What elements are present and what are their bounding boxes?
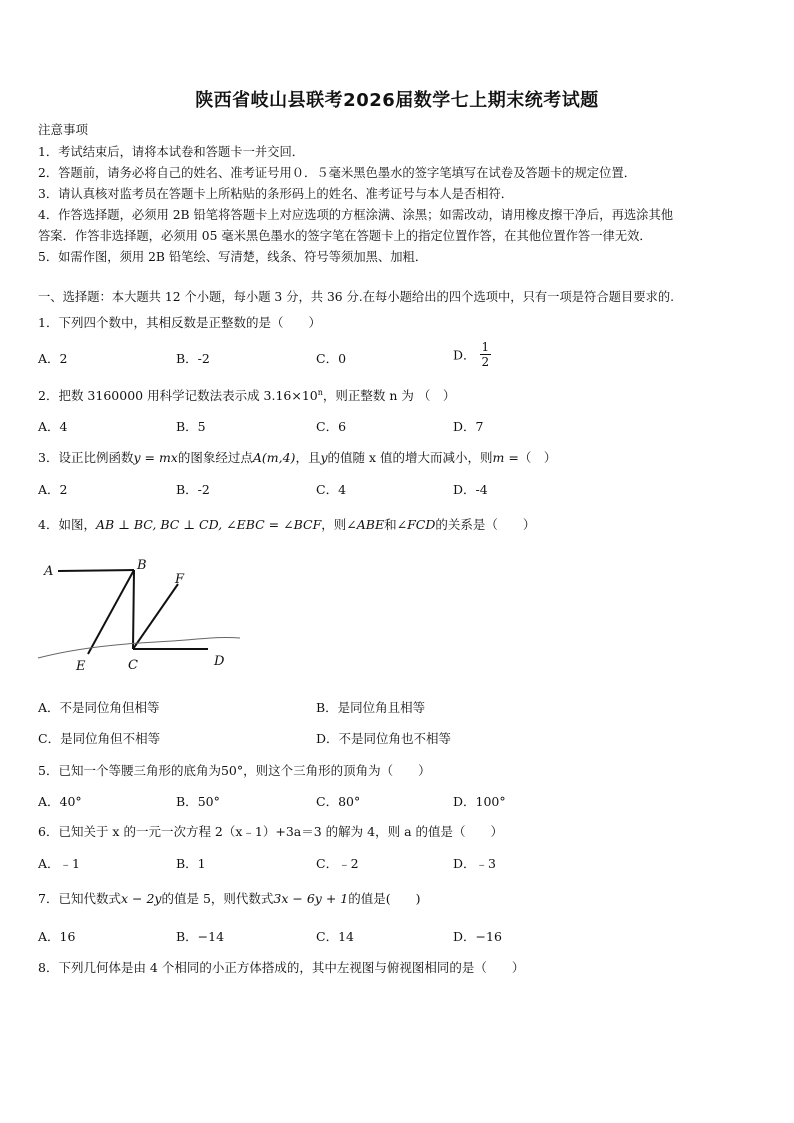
question-7-stem: 7．已知代数式x − 2y的值是 5，则代数式3x − 6y + 1的值是( ) <box>38 891 421 906</box>
exam-title: 陕西省岐山县联考2026届数学七上期末统考试题 <box>195 90 599 111</box>
notice-item-5: 5．如需作图，须用 2B 铅笔绘、写清楚，线条、符号等须加黑、加粗． <box>38 250 428 264</box>
q1-option-d: D． $\frac{1}{2}$ <box>453 340 490 369</box>
segment-be <box>88 570 134 654</box>
q5-option-b: B．50° <box>176 794 220 809</box>
q1-option-c: C．0 <box>316 351 347 366</box>
q4-option-d: D．不是同位角也不相等 <box>316 731 452 746</box>
label-b: B <box>137 558 147 573</box>
notice-item-3: 3．请认真核对监考员在答题卡上所粘贴的条形码上的姓名、准考证号与本人是否相符． <box>38 187 514 201</box>
notice-item-2: 2．答题前，请务必将自己的姓名、准考证号用０．５毫米黑色墨水的签字笔填写在试卷及答题卡的规定位置． <box>38 166 637 180</box>
q2-option-c: C．6 <box>316 419 347 434</box>
section-heading: 一、选择题：本大题共 12 个小题，每小题 3 分，共 36 分.在每小题给出的四个选项中，只有一项是符合题目要求的. <box>38 290 675 304</box>
q3-option-d: D．-4 <box>453 482 488 497</box>
q7-option-a: A．16 <box>38 929 76 944</box>
q4-option-c: C．是同位角但不相等 <box>38 731 161 746</box>
question-4-stem: 4．如图，AB ⊥ BC, BC ⊥ CD, ∠EBC = ∠BCF，则∠ABE和∠FCD的关系是（ ） <box>38 517 536 532</box>
q3-option-c: C．4 <box>316 482 347 497</box>
label-c: C <box>128 658 138 673</box>
q2-option-b: B．5 <box>176 419 206 434</box>
q4-option-b: B．是同位角且相等 <box>316 700 426 715</box>
question-3-stem: 3．设正比例函数y = mx的图象经过点A(m,4)，且y的值随 x 值的增大而减小，则m =（ ） <box>38 450 557 465</box>
label-d: D <box>214 654 225 669</box>
notice-item-1: 1．考试结束后，请将本试卷和答题卡一并交回． <box>38 145 305 159</box>
q6-option-c: C．﹣2 <box>316 856 359 871</box>
question-2-stem: 2．把数 3160000 用科学记数法表示成 $3.16\times 10^n$，则正整数 n 为 （ ） <box>38 387 456 403</box>
geometry-figure <box>36 556 246 674</box>
question-5-stem: 5．已知一个等腰三角形的底角为50°，则这个三角形的顶角为（ ） <box>38 763 431 778</box>
q4-option-a: A．不是同位角但相等 <box>38 700 160 715</box>
segment-bc <box>133 570 134 649</box>
notice-item-4: 4．作答选择题，必须用 2B 铅笔将答题卡上对应选项的方框涂满、涂黑；如需改动，请用橡皮擦干净后，再选涂其他 <box>38 208 674 222</box>
fraction: $\frac{1}{2}$ <box>481 340 490 369</box>
q2-option-d: D．7 <box>453 419 484 434</box>
q2-option-a: A．4 <box>38 419 68 434</box>
q3-option-a: A．2 <box>38 482 68 497</box>
q5-option-c: C．80° <box>316 794 361 809</box>
q3-option-b: B．-2 <box>176 482 210 497</box>
q5-option-a: A．40° <box>38 794 82 809</box>
question-8-stem: 8．下列几何体是由 4 个相同的小正方体搭成的，其中左视图与俯视图相同的是（ ） <box>38 960 525 975</box>
label-e: E <box>76 659 86 674</box>
notice-heading: 注意事项 <box>38 122 89 137</box>
q7-option-c: C．14 <box>316 929 354 944</box>
q6-option-b: B．1 <box>176 856 206 871</box>
segment-cf <box>133 584 178 649</box>
label-f: F <box>175 572 185 587</box>
q7-option-b: B．−14 <box>176 929 225 944</box>
label-a: A <box>44 564 54 579</box>
q6-option-d: D．﹣3 <box>453 856 496 871</box>
q6-option-a: A．﹣1 <box>38 856 80 871</box>
q5-option-d: D．100° <box>453 794 506 809</box>
q7-option-d: D．−16 <box>453 929 502 944</box>
q1-option-b: B．-2 <box>176 351 210 366</box>
question-1-stem: 1．下列四个数中，其相反数是正整数的是（ ） <box>38 315 321 330</box>
q1-option-a: A．2 <box>38 351 68 366</box>
segment-ab <box>58 570 134 571</box>
question-6-stem: 6．已知关于 x 的一元一次方程 2（x﹣1）+3a＝3 的解为 4，则 a 的值是（ ） <box>38 824 504 839</box>
notice-item-4-cont: 答案．作答非选择题，必须用 05 毫米黑色墨水的签字笔在答题卡上的指定位置作答，在其他位置作答一律无效． <box>38 229 652 243</box>
